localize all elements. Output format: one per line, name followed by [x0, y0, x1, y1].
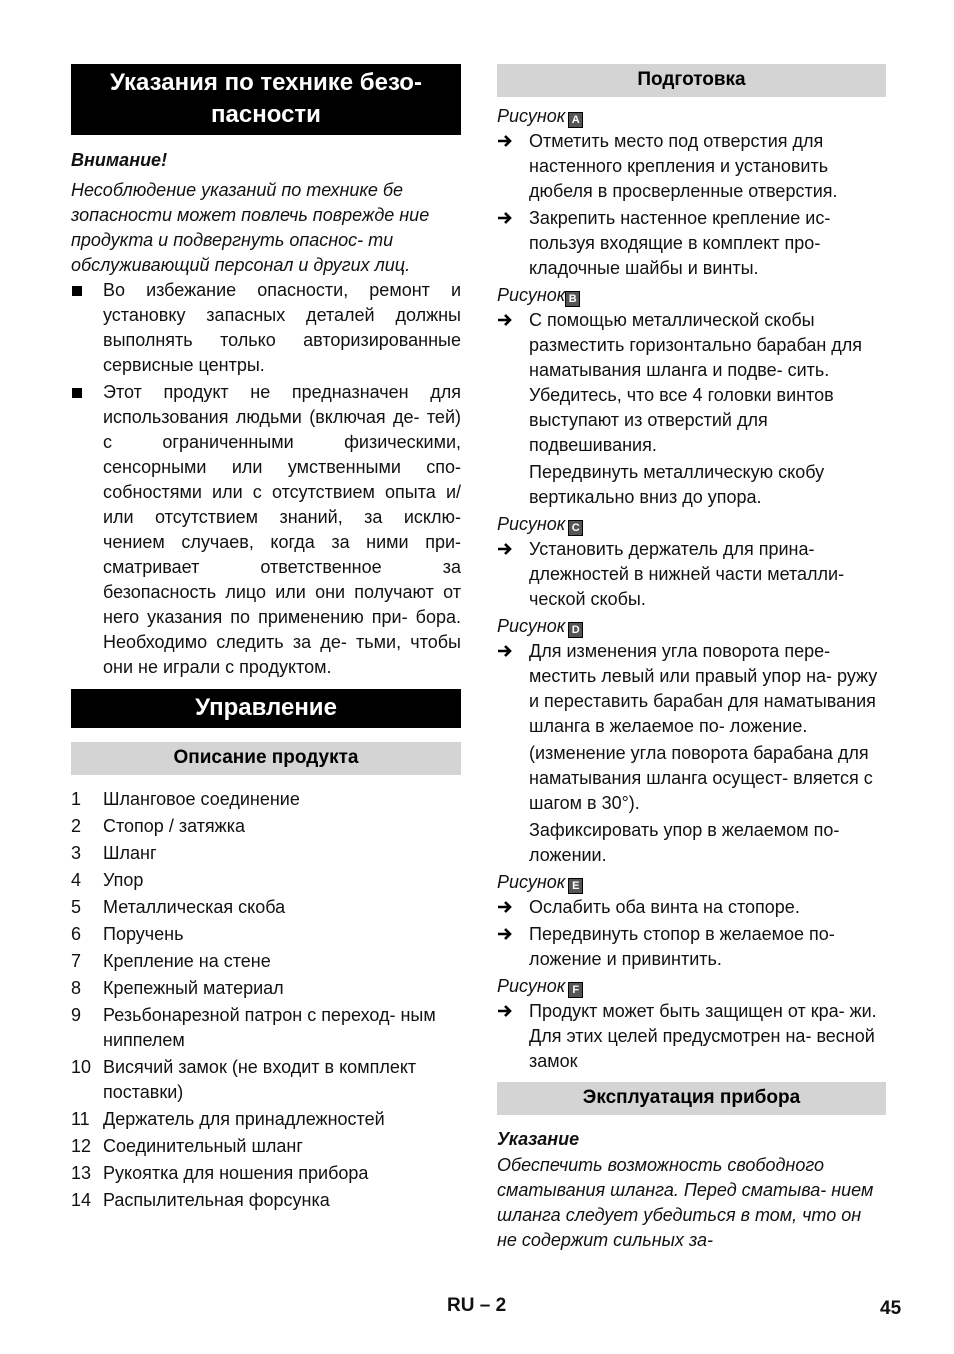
attention-text: Несоблюдение указаний по технике бе зопасности может повлечь поврежде ние продукта и подвергнуть опаснос- ти обслуживающий персонал и других лиц.	[71, 180, 430, 275]
step-item: Закрепить настенное крепление ис- пользуя входящие в комплект про- кладочные шайбы и винты.	[497, 206, 886, 281]
step-note: (изменение угла поворота барабана для наматывания шланга осущест- вляется с шагом в 30°).	[529, 743, 873, 813]
safety-heading: Указания по технике безо- пасности	[71, 64, 461, 135]
figure-ref-f: Рисунок F	[497, 974, 886, 999]
step-item: Отметить место под отверстия для настенного крепления и установить дюбеля в просверленные отверстия.	[497, 129, 886, 204]
step-item: Продукт может быть защищен от кра- жи. Для этих целей предусмотрен на- весной замок	[497, 999, 886, 1074]
list-item: 7 Крепление на стене	[71, 951, 271, 971]
note-text: Обеспечить возможность свободного сматывания шланга. Перед сматыва- нием шланга следует убедиться в том, что он не содержит сильных за-	[497, 1155, 874, 1250]
step-item: С помощью металлической скобы разместить горизонтально барабан для наматывания шланга и подве- сить. Убедитесь, что все 4 головки винтов выступают из отверстий для подвешивания.	[497, 308, 886, 458]
list-item: 3 Шланг	[71, 843, 157, 863]
product-description-heading: Описание продукта	[71, 742, 461, 775]
figure-ref-e: Рисунок E	[497, 870, 886, 895]
figure-ref-c: Рисунок C	[497, 512, 886, 537]
arrow-right-icon	[497, 922, 529, 972]
parts-list	[71, 787, 461, 1213]
operation-heading: Управление	[71, 689, 461, 728]
list-item: 1 Шланговое соединение	[71, 789, 300, 809]
step-note: Передвинуть металлическую скобу вертикально вниз до упора.	[529, 462, 825, 507]
step-item: Передвинуть стопор в желаемое по- ложение и привинтить.	[497, 922, 886, 972]
figure-b-icon: B	[565, 291, 580, 307]
step-item: Ослабить оба винта на стопоре.	[497, 895, 886, 920]
left-column	[71, 64, 461, 1213]
safety-bullet: Во избежание опасности, ремонт и установку запасных деталей должны выполнять только авторизированные сервисные центры.	[71, 278, 461, 378]
figure-ref-b: Рисунок B	[497, 283, 886, 308]
list-item: 10 Висячий замок (не входит в комплект поставки)	[71, 1057, 417, 1102]
safety-bullet: Этот продукт не предназначен для использования людьми (включая де- тей) с ограниченными физическими, сенсорными или умственными спо- собностями или с отсутствием опыта и/или отсутствием знаний, за исклю- чением случаев, когда за ними при- сматривает ответственное за безопасность лицо или они получают от него указания по применению при- бора. Необходимо следить за де- тьми, чтобы они не играли с продуктом.	[71, 380, 461, 680]
footer-language-page: RU – 2	[447, 1295, 507, 1316]
arrow-right-icon	[497, 206, 529, 281]
step-item: Для изменения угла поворота пере- местить левый или правый упор на- ружу и переставить барабан для наматывания шланга в желаемое по- ложение.	[497, 639, 886, 739]
list-item: 5 Металлическая скоба	[71, 897, 286, 917]
figure-e-icon: E	[568, 878, 583, 894]
note-label: Указание	[497, 1129, 580, 1149]
figure-c-icon: C	[568, 520, 583, 536]
list-item: 8 Крепежный материал	[71, 978, 284, 998]
preparation-heading: Подготовка	[497, 64, 886, 97]
list-item: 2 Стопор / затяжка	[71, 816, 246, 836]
square-bullet-icon	[71, 380, 103, 680]
list-item: 12 Соединительный шланг	[71, 1136, 303, 1156]
list-item: 13 Рукоятка для ношения прибора	[71, 1163, 369, 1183]
list-item: 14 Распылительная форсунка	[71, 1190, 330, 1210]
arrow-right-icon	[497, 999, 529, 1074]
arrow-right-icon	[497, 895, 529, 920]
figure-f-icon: F	[568, 982, 583, 998]
square-bullet-icon	[71, 278, 103, 378]
arrow-right-icon	[497, 639, 529, 739]
step-note: Зафиксировать упор в желаемом по- ложении.	[529, 820, 840, 865]
operation-device-heading: Эксплуатация прибора	[497, 1082, 886, 1115]
figure-d-icon: D	[568, 622, 583, 638]
page-number: 45	[880, 1298, 902, 1319]
list-item: 4 Упор	[71, 870, 144, 890]
attention-label: Внимание!	[71, 150, 168, 170]
list-item: 11 Держатель для принадлежностей	[71, 1109, 385, 1129]
figure-a-icon: A	[568, 112, 583, 128]
right-column	[497, 64, 886, 1253]
figure-ref-d: Рисунок D	[497, 614, 886, 639]
step-item: Установить держатель для прина- длежностей в нижней части металли- ческой скобы.	[497, 537, 886, 612]
arrow-right-icon	[497, 537, 529, 612]
arrow-right-icon	[497, 129, 529, 204]
list-item: 6 Поручень	[71, 924, 184, 944]
list-item: 9 Резьбонарезной патрон с переход- ным ниппелем	[71, 1005, 436, 1050]
arrow-right-icon	[497, 308, 529, 458]
figure-ref-a: Рисунок A	[497, 104, 886, 129]
